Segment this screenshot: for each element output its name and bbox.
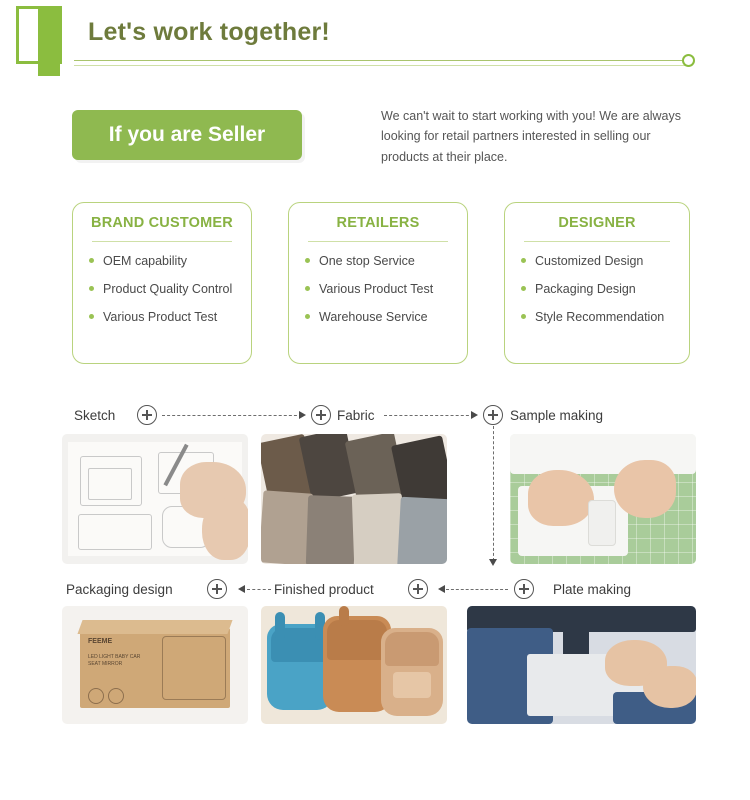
plate-making-sewing-photo — [467, 606, 696, 724]
list-item: Product Quality Control — [89, 282, 241, 297]
flow-step-label-sketch: Sketch — [74, 408, 116, 423]
circle-dot-icon — [682, 54, 695, 67]
fabric-swatches-photo — [261, 434, 447, 564]
list-item: Warehouse Service — [305, 310, 457, 325]
flow-step-label-finished-product: Finished product — [274, 582, 374, 597]
square-logo-icon — [16, 6, 76, 72]
flow-connector — [384, 415, 474, 416]
flow-connector-vertical — [493, 426, 494, 561]
finished-backpacks-photo — [261, 606, 447, 724]
page-header — [0, 0, 750, 92]
list-item: Various Product Test — [305, 282, 457, 297]
plus-circle-icon[interactable] — [137, 405, 157, 425]
seller-badge[interactable]: If you are Seller — [72, 110, 302, 160]
card-brand-customer — [72, 202, 252, 364]
plus-circle-icon[interactable] — [408, 579, 428, 599]
flow-connector — [162, 415, 302, 416]
flow-step-label-plate-making: Plate making — [553, 582, 632, 597]
seller-section — [0, 92, 750, 188]
card-list — [505, 254, 689, 325]
process-flow — [0, 378, 750, 778]
header-divider — [74, 60, 694, 61]
box-brand-label: FEEME — [88, 638, 113, 645]
plus-circle-icon[interactable] — [311, 405, 331, 425]
flow-arrow-right — [299, 411, 306, 419]
page-title: Let's work together! — [88, 18, 330, 46]
card-retailers — [288, 202, 468, 364]
list-item: Packaging Design — [521, 282, 679, 297]
header-divider-secondary — [74, 65, 688, 66]
flow-arrow-left — [438, 585, 445, 593]
plus-circle-icon[interactable] — [514, 579, 534, 599]
list-item: Style Recommendation — [521, 310, 679, 325]
card-divider — [92, 241, 232, 242]
audience-cards — [0, 188, 750, 378]
sketch-photo — [62, 434, 248, 564]
list-item: Various Product Test — [89, 310, 241, 325]
card-list — [73, 254, 251, 325]
card-list — [289, 254, 467, 325]
card-title: RETAILERS — [336, 215, 420, 231]
list-item: One stop Service — [305, 254, 457, 269]
card-designer — [504, 202, 690, 364]
card-title: DESIGNER — [558, 215, 636, 231]
card-title: BRAND CUSTOMER — [91, 215, 233, 231]
flow-arrow-down — [489, 559, 497, 566]
flow-step-label-fabric: Fabric — [337, 408, 375, 423]
flow-arrow-right — [471, 411, 478, 419]
list-item: Customized Design — [521, 254, 679, 269]
seller-description: We can't wait to start working with you! We are always looking for retail partners interested in selling our products at their place. — [381, 109, 681, 164]
flow-arrow-left — [238, 585, 245, 593]
plus-circle-icon[interactable] — [207, 579, 227, 599]
packaging-box-photo — [62, 606, 248, 724]
list-item: OEM capability — [89, 254, 241, 269]
card-divider — [308, 241, 448, 242]
flow-connector — [247, 589, 271, 590]
box-caption-label: LED LIGHT BABY CAR SEAT MIRROR — [88, 654, 141, 667]
sample-making-photo — [510, 434, 696, 564]
flow-connector — [446, 589, 508, 590]
flow-step-label-packaging-design: Packaging design — [66, 582, 173, 597]
flow-step-label-sample-making: Sample making — [510, 408, 604, 423]
card-divider — [524, 241, 670, 242]
plus-circle-icon[interactable] — [483, 405, 503, 425]
